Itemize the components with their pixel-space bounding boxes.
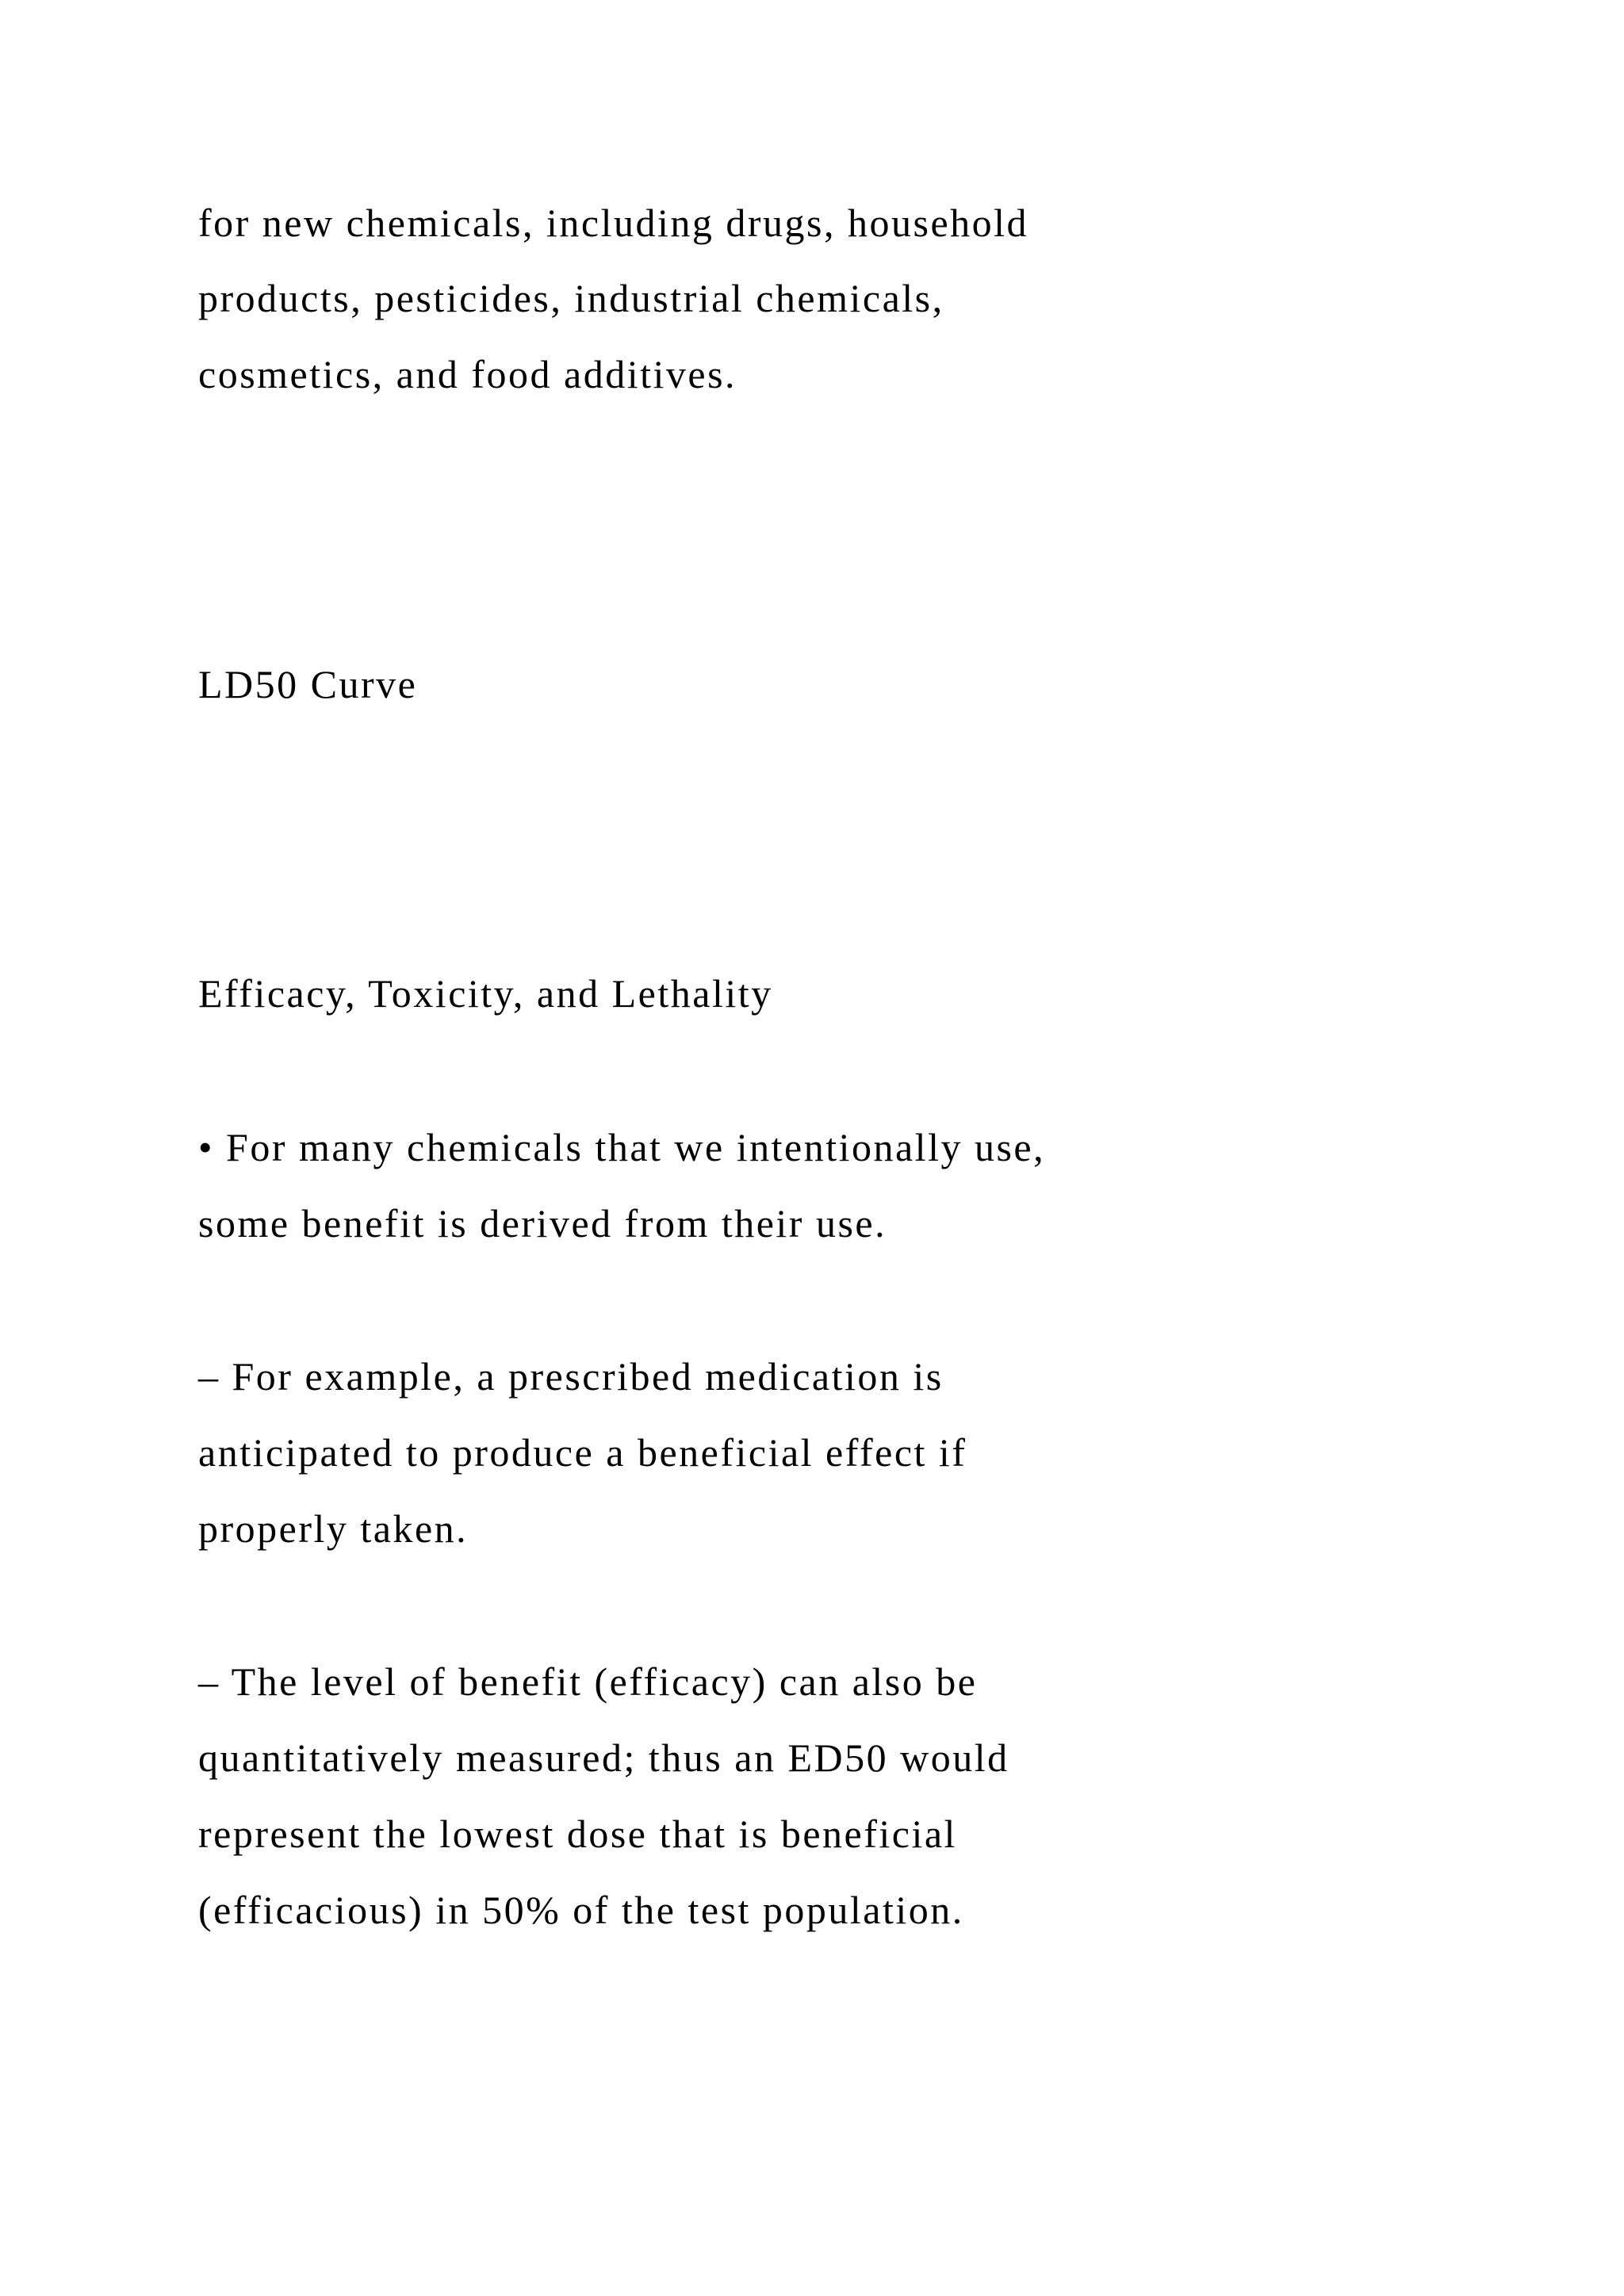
dash-item-text-line: represent the lowest dose that is beneficial [198, 1812, 957, 1856]
intro-text-line: products, pesticides, industrial chemicals, [198, 276, 944, 320]
bullet-text-line: some benefit is derived from their use. [198, 1201, 887, 1246]
intro-text-line: cosmetics, and food additives. [198, 352, 737, 396]
dash-item-text-line: properly taken. [198, 1506, 469, 1551]
dash-item-text-line: – The level of benefit (efficacy) can also be [198, 1659, 978, 1704]
intro-text-line: for new chemicals, including drugs, household [198, 201, 1029, 245]
dash-item-text-line: – For example, a prescribed medication is [198, 1354, 944, 1399]
figure-caption: LD50 Curve [198, 662, 418, 706]
bullet-text-line: • For many chemicals that we intentionally use, [198, 1125, 1046, 1169]
dash-item-text-line: (efficacious) in 50% of the test population. [198, 1888, 964, 1932]
dash-item-text-line: quantitatively measured; thus an ED50 would [198, 1735, 1009, 1780]
dash-item-text-line: anticipated to produce a beneficial effect if [198, 1430, 967, 1475]
section-heading: Efficacy, Toxicity, and Lethality [198, 971, 773, 1016]
